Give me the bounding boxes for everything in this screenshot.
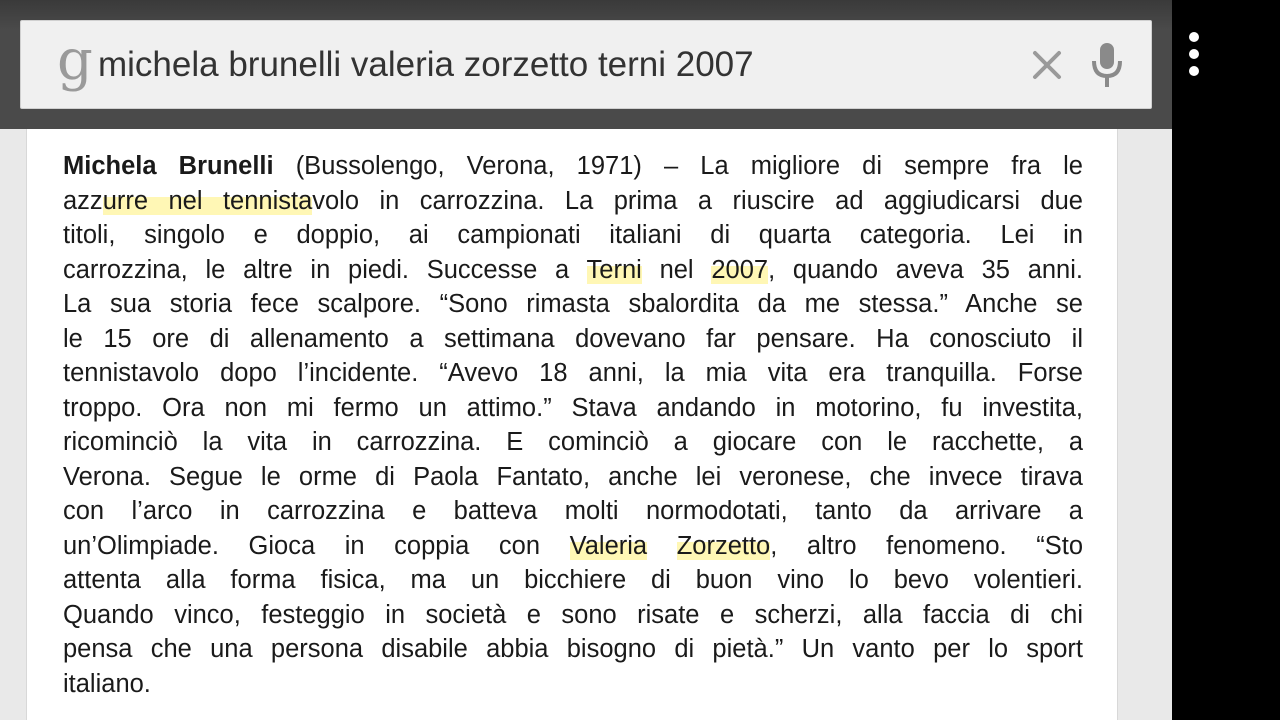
document-text	[63, 149, 1083, 701]
text-run: troppo. Ora non mi fermo un attimo.” Stava andando in motorino, fu investita,	[63, 393, 1083, 422]
document-line	[63, 253, 1083, 288]
document-line	[63, 632, 1083, 667]
search-box[interactable]	[20, 20, 1152, 109]
text-run: attenta alla forma fisica, ma un bicchiere di buon vino lo bevo volentieri.	[63, 566, 1083, 594]
document-line	[63, 149, 1083, 184]
search-highlight: 2007	[711, 255, 769, 284]
document-line	[63, 667, 1083, 702]
document-line	[63, 322, 1083, 357]
text-run: nel	[641, 255, 712, 284]
text-run	[647, 532, 677, 560]
document-line	[63, 184, 1083, 219]
document-line	[63, 218, 1083, 253]
document-line	[63, 529, 1083, 564]
search-highlight: urre nel tennista	[102, 186, 313, 215]
overflow-menu-icon[interactable]	[1186, 32, 1202, 80]
text-run: un’Olimpiade. Gioca in coppia con	[63, 531, 570, 560]
system-sidebar	[1172, 0, 1280, 720]
document-line	[63, 356, 1083, 391]
search-header	[0, 0, 1172, 129]
document-line	[63, 563, 1083, 598]
text-run: italiano.	[63, 669, 151, 698]
text-run: , altro fenomeno. “Sto	[770, 531, 1083, 560]
document-page[interactable]	[26, 129, 1118, 720]
google-g-icon: g	[57, 28, 93, 93]
document-line	[63, 494, 1083, 529]
text-run: pensa che una persona disabile abbia bisogno di pietà.” Un vanto per lo sport	[63, 635, 1083, 663]
microphone-icon[interactable]	[1087, 41, 1127, 89]
text-run: La sua storia fece scalpore. “Sono rimasta sbalordita da me stessa.” Anche se	[63, 290, 1083, 318]
document-line	[63, 425, 1083, 460]
text-run: con l’arco in carrozzina e batteva molti normodotati, tanto da arrivare a	[63, 497, 1083, 525]
search-highlight: Valeria	[569, 531, 648, 560]
document-line	[63, 598, 1083, 633]
text-run: carrozzina, le altre in piedi. Successe a	[63, 255, 587, 284]
bold-name: Michela Brunelli	[63, 152, 274, 180]
document-line	[63, 287, 1083, 322]
close-icon[interactable]	[1029, 47, 1065, 83]
search-input[interactable]: michela brunelli valeria zorzetto terni 2007	[98, 45, 754, 84]
text-run: volo in carrozzina. La prima a riuscire ad aggiudicarsi due	[312, 186, 1083, 215]
text-run: (Bussolengo, Verona, 1971) – La migliore di sempre fra le	[273, 152, 1083, 180]
document-line	[63, 391, 1083, 426]
text-run: tennistavolo dopo l’incidente. “Avevo 18 anni, la mia vita era tranquilla. Forse	[63, 359, 1083, 387]
result-area	[0, 129, 1172, 720]
text-run: titoli, singolo e doppio, ai campionati italiani di quarta categoria. Lei in	[63, 221, 1083, 249]
search-highlight: Zorzetto	[676, 531, 771, 560]
text-run: Verona. Segue le orme di Paola Fantato, anche lei veronese, che invece tirava	[63, 462, 1083, 491]
text-run: Quando vinco, festeggio in società e sono risate e scherzi, alla faccia di chi	[63, 600, 1083, 629]
text-run: le 15 ore di allenamento a settimana dovevano far pensare. Ha conosciuto il	[63, 324, 1083, 353]
text-run: , quando aveva 35 anni.	[768, 255, 1083, 284]
text-run: ricominciò la vita in carrozzina. E cominciò a giocare con le racchette, a	[63, 428, 1083, 456]
search-highlight: Terni	[586, 255, 642, 284]
document-line	[63, 460, 1083, 495]
text-run: azz	[63, 186, 103, 215]
